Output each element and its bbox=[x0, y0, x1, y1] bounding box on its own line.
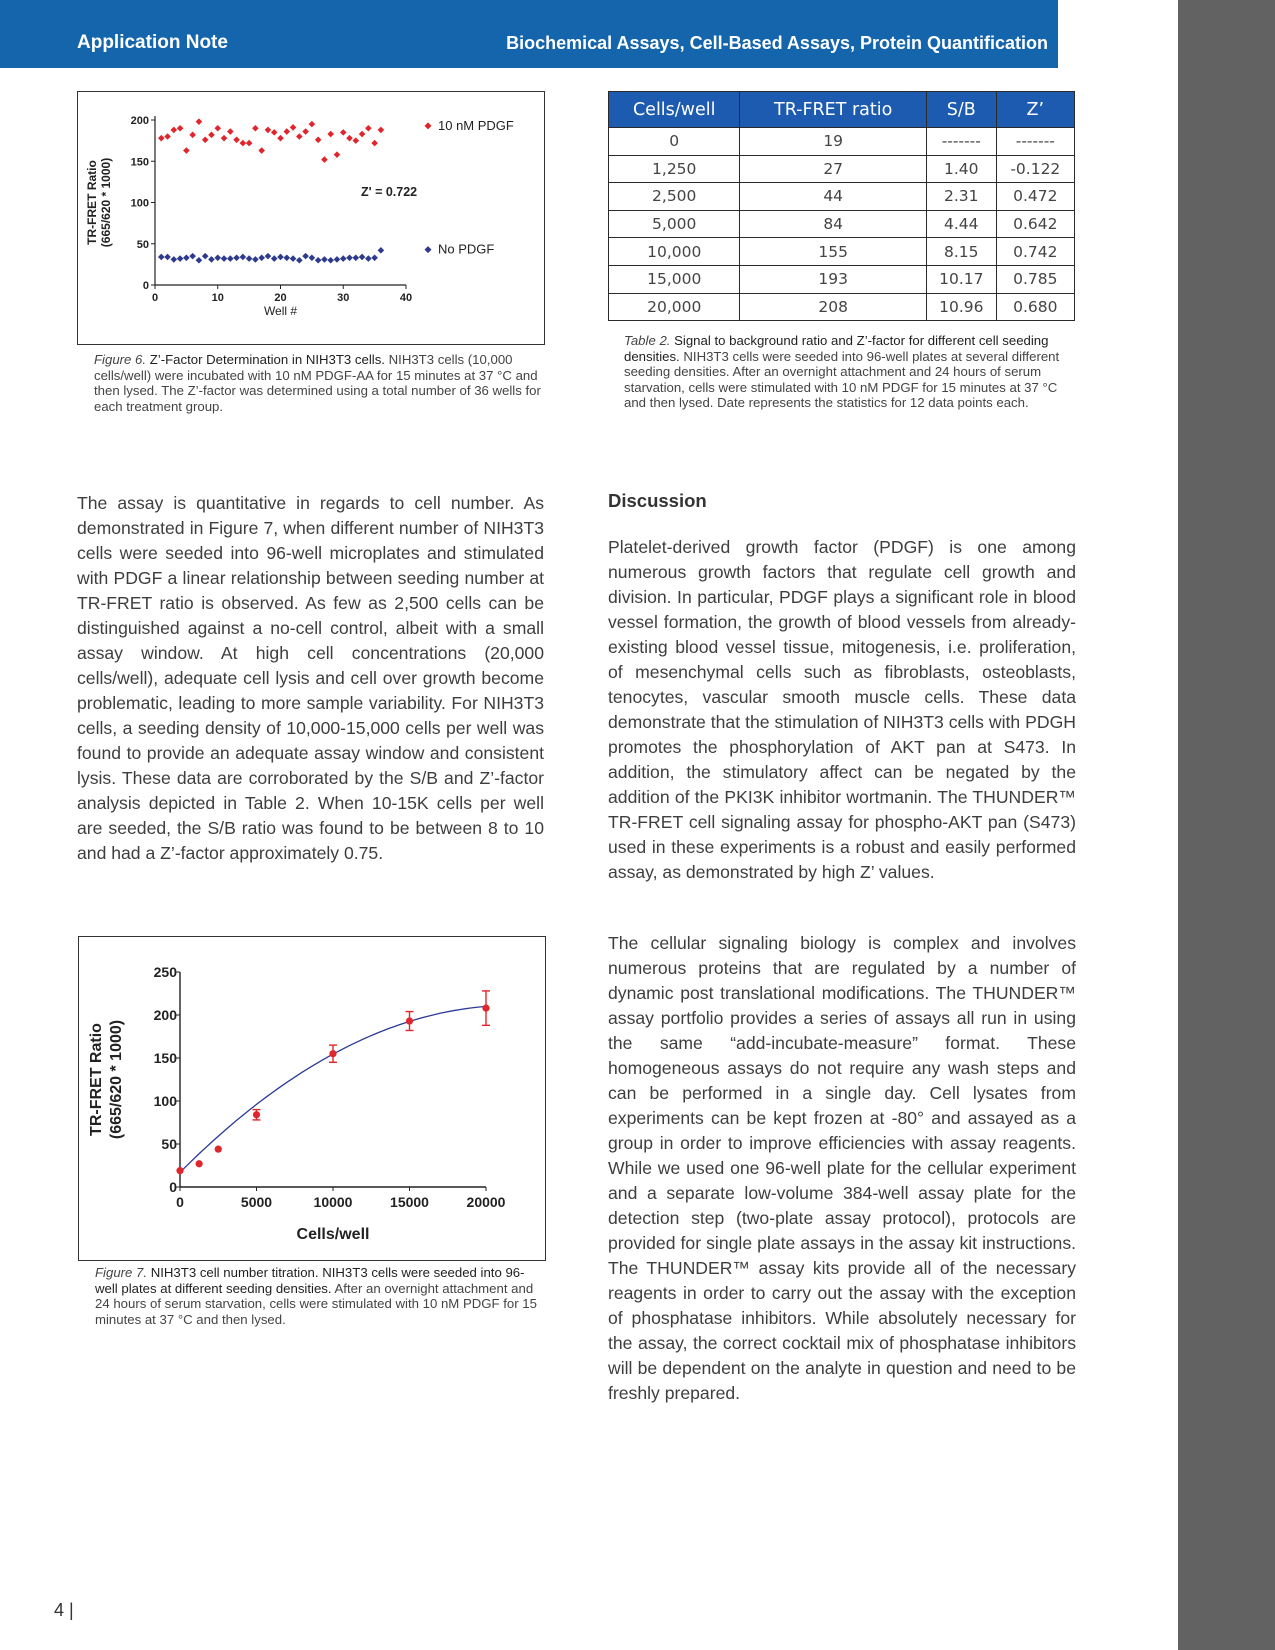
caption-title: Signal to background ratio and Z’-factor for different cell seeding densities. bbox=[624, 333, 1049, 364]
data-point bbox=[214, 254, 221, 261]
data-point bbox=[315, 257, 322, 264]
data-point bbox=[321, 156, 328, 163]
data-point bbox=[315, 137, 322, 144]
table-row bbox=[609, 155, 1075, 183]
figure-7-chart bbox=[79, 937, 545, 1260]
table-header-cell: Cells/well bbox=[609, 92, 740, 128]
body-paragraph-cell-number: The assay is quantitative in regards to cell number. As demonstrated in Figure 7, when different number of NIH3T3 cells were seeded into 96-well microplates and stimulated with PDGF a linear relationship between seeding number at TR-FRET ratio is observed. As few as 2,500 cells can be distinguished against a no-cell control, albeit with a small assay window. At high cell concentrations (20,000 cells/well), adequate cell lysis and cell over growth become problematic, leading to more sample variability. For NIH3T3 cells, a seeding density of 10,000-15,000 cells per well was found to provide an adequate assay window and consistent lysis. These data are corroborated by the S/B and Z’-factor analysis depicted in Table 2. When 10-15K cells per well are seeded, the S/B ratio was found to be between 8 to 10 and had a Z’-factor approximately 0.75. bbox=[77, 493, 544, 863]
data-point bbox=[327, 131, 334, 138]
table-cell: 20,000 bbox=[609, 293, 740, 321]
table-cell: 10.96 bbox=[926, 293, 996, 321]
x-tick-label: 20000 bbox=[466, 1194, 506, 1210]
data-point bbox=[158, 135, 165, 142]
y-tick-label: 150 bbox=[153, 1050, 177, 1066]
data-point bbox=[271, 255, 278, 262]
data-point bbox=[233, 254, 240, 261]
y-tick-label: 200 bbox=[130, 115, 149, 127]
table-header-row bbox=[609, 92, 1075, 128]
data-point bbox=[189, 132, 196, 139]
table-cell: 0.742 bbox=[996, 238, 1074, 266]
y-tick-label: 0 bbox=[169, 1179, 177, 1195]
table-2 bbox=[608, 91, 1075, 321]
caption-text: NIH3T3 cells (10,000 cells/well) were incubated with 10 nM PDGF-AA for 15 minutes at 37 °C and then lysed. The Z’-factor was determined using a total number of 36 wells for each treatment group. bbox=[94, 352, 541, 414]
table-cell: ------- bbox=[996, 128, 1074, 156]
data-point bbox=[183, 254, 190, 261]
x-tick-label: 40 bbox=[399, 292, 413, 304]
y-axis-label: TR-FRET Ratio bbox=[88, 1023, 105, 1136]
data-point bbox=[283, 254, 290, 261]
table-cell: 15,000 bbox=[609, 265, 740, 293]
data-point bbox=[365, 125, 372, 132]
data-point bbox=[329, 1050, 336, 1057]
data-point bbox=[258, 147, 265, 154]
data-point bbox=[371, 254, 378, 261]
legend-marker bbox=[425, 246, 432, 253]
y-axis-label: (665/620 * 1000) bbox=[99, 157, 113, 248]
table-cell: 0.472 bbox=[996, 183, 1074, 211]
legend-label: No PDGF bbox=[438, 241, 495, 257]
y-axis-label: TR-FRET Ratio bbox=[85, 160, 99, 245]
data-point bbox=[227, 128, 234, 135]
x-tick-label: 15000 bbox=[390, 1194, 429, 1210]
table-row bbox=[609, 210, 1075, 238]
table-header-cell: TR-FRET ratio bbox=[740, 92, 926, 128]
caption-text: NIH3T3 cells were seeded into 96-well plates at several different seeding densities. After an overnight attachment and 24 hours of serum starvation, cells were stimulated with 10 nM PDGF for 15 minutes at 37 °C and then lysed. Date represents the statistics for 12 data points each. bbox=[624, 348, 1060, 411]
data-point bbox=[171, 256, 178, 263]
data-point bbox=[196, 1160, 203, 1167]
caption-text: After an overnight attachment and 24 hours of serum starvation, cells were stimulated with 10 nM PDGF for 15 minutes at 37 °C and then lysed. bbox=[95, 1280, 537, 1327]
data-point bbox=[353, 137, 360, 144]
data-point bbox=[309, 121, 316, 128]
data-point bbox=[296, 257, 303, 264]
header-categories: Biochemical Assays, Cell-Based Assays, Protein Quantification bbox=[506, 33, 1048, 53]
discussion-heading: Discussion bbox=[608, 490, 707, 511]
data-point bbox=[378, 247, 385, 254]
data-point bbox=[371, 140, 378, 147]
data-point bbox=[252, 256, 259, 263]
data-point bbox=[176, 1167, 183, 1174]
table-cell: 27 bbox=[740, 155, 926, 183]
x-axis-label: Cells/well bbox=[296, 1226, 370, 1243]
data-point bbox=[221, 255, 228, 262]
data-point bbox=[202, 253, 209, 260]
data-point bbox=[240, 254, 247, 261]
data-point bbox=[340, 255, 347, 262]
data-point bbox=[265, 253, 272, 260]
data-point bbox=[253, 1111, 260, 1118]
right-sidebar bbox=[1178, 0, 1275, 1650]
data-point bbox=[302, 253, 309, 260]
data-point bbox=[302, 128, 309, 135]
data-point bbox=[214, 125, 221, 132]
table-cell: 208 bbox=[740, 293, 926, 321]
data-point bbox=[340, 129, 347, 136]
table-cell: 2.31 bbox=[926, 183, 996, 211]
data-point bbox=[171, 127, 178, 134]
figure-7-box bbox=[78, 936, 546, 1261]
header-title: Application Note bbox=[77, 32, 228, 53]
data-point bbox=[406, 1017, 413, 1024]
table-2-caption bbox=[624, 333, 1064, 411]
y-tick-label: 50 bbox=[136, 238, 149, 251]
data-point bbox=[189, 253, 196, 260]
data-point bbox=[196, 118, 203, 125]
data-point bbox=[346, 135, 353, 142]
data-point bbox=[296, 133, 303, 140]
table-cell: 155 bbox=[740, 238, 926, 266]
data-point bbox=[258, 254, 265, 261]
x-tick-label: 5000 bbox=[240, 1194, 273, 1210]
table-cell: -0.122 bbox=[996, 155, 1074, 183]
data-point bbox=[177, 125, 184, 132]
data-point bbox=[196, 257, 203, 264]
data-point bbox=[164, 133, 171, 140]
data-point bbox=[327, 257, 334, 264]
data-point bbox=[221, 135, 228, 142]
x-tick-label: 0 bbox=[176, 1194, 184, 1210]
data-point bbox=[283, 128, 290, 135]
y-tick-label: 100 bbox=[153, 1093, 177, 1109]
discussion-paragraph-1: Platelet-derived growth factor (PDGF) is one among numerous growth factors that regulate cell growth and division. In particular, PDGF plays a significant role in blood vessel formation, the growth of blood vessels from already-existing blood vessel tissue, mitogenesis, i.e. proliferation, of mesenchymal cells such as fibroblasts, osteoblasts, tenocytes, vascular smooth muscle cells. These data demonstrate that the stimulation of NIH3T3 cells with PDGH promotes the phosphorylation of AKT pan at S473. In addition, the stimulatory affect can be negated by the addition of the PKI3K inhibitor wortmanin. The THUNDER™ TR-FRET cell signaling assay for phospho-AKT pan (S473) used in these experiments is a robust and easily performed assay, as demonstrated by high Z’ values. bbox=[608, 537, 1076, 882]
data-point bbox=[365, 255, 372, 262]
table-cell: 2,500 bbox=[609, 183, 740, 211]
y-tick-label: 150 bbox=[130, 156, 149, 169]
table-cell: 5,000 bbox=[609, 210, 740, 238]
data-point bbox=[246, 140, 253, 147]
table-cell: ------- bbox=[926, 128, 996, 156]
table-header-cell: Z’ bbox=[996, 92, 1074, 128]
table-cell: 0 bbox=[609, 128, 740, 156]
data-point bbox=[482, 1005, 489, 1012]
figure-6-chart bbox=[78, 92, 544, 344]
data-point bbox=[215, 1146, 222, 1153]
table-row bbox=[609, 128, 1075, 156]
data-point bbox=[334, 256, 341, 263]
data-point bbox=[208, 132, 215, 139]
page-number: 4 | bbox=[54, 1600, 74, 1620]
table-cell: 10,000 bbox=[609, 238, 740, 266]
table-row bbox=[609, 183, 1075, 211]
caption-title: NIH3T3 cell number titration. NIH3T3 cells were seeded into 96-well plates at different seeding densities. bbox=[95, 1265, 525, 1296]
table-cell: 193 bbox=[740, 265, 926, 293]
data-point bbox=[164, 254, 171, 261]
data-point bbox=[252, 125, 259, 132]
data-point bbox=[359, 254, 366, 261]
table-cell: 0.642 bbox=[996, 210, 1074, 238]
data-point bbox=[334, 151, 341, 158]
y-tick-label: 250 bbox=[153, 964, 177, 980]
x-tick-label: 20 bbox=[274, 292, 287, 304]
data-point bbox=[277, 254, 284, 261]
y-tick-label: 50 bbox=[161, 1136, 177, 1152]
table-cell: 1,250 bbox=[609, 155, 740, 183]
x-tick-label: 10 bbox=[211, 292, 224, 304]
fit-curve bbox=[180, 1006, 486, 1172]
data-point bbox=[265, 127, 272, 134]
data-point bbox=[177, 255, 184, 262]
table-header-cell: S/B bbox=[926, 92, 996, 128]
table-cell: 19 bbox=[740, 128, 926, 156]
data-point bbox=[227, 255, 234, 262]
table-cell: 84 bbox=[740, 210, 926, 238]
legend-marker bbox=[425, 122, 432, 129]
table-row bbox=[609, 238, 1075, 266]
x-tick-label: 10000 bbox=[313, 1194, 353, 1210]
caption-label: Table 2. bbox=[624, 333, 671, 348]
page-header bbox=[0, 0, 1058, 68]
table-row bbox=[609, 265, 1075, 293]
x-axis-label: Well # bbox=[263, 304, 298, 318]
data-point bbox=[158, 254, 165, 261]
table-cell: 8.15 bbox=[926, 238, 996, 266]
y-axis-label: (665/620 * 1000) bbox=[108, 1019, 125, 1140]
z-factor-annotation: Z' = 0.722 bbox=[361, 185, 418, 199]
data-point bbox=[346, 254, 353, 261]
table-cell: 0.785 bbox=[996, 265, 1074, 293]
data-point bbox=[208, 256, 215, 263]
data-point bbox=[271, 129, 278, 136]
table-cell: 1.40 bbox=[926, 155, 996, 183]
data-point bbox=[290, 255, 297, 262]
caption-label: Figure 6. bbox=[94, 352, 147, 367]
figure-7-caption bbox=[95, 1265, 547, 1327]
legend-label: 10 nM PDGF bbox=[438, 117, 514, 133]
data-point bbox=[202, 137, 209, 144]
caption-title: Z’-Factor Determination in NIH3T3 cells. bbox=[149, 352, 385, 367]
discussion-paragraph-2: The cellular signaling biology is complex and involves numerous proteins that are regulated by a number of dynamic post translational modifications. The THUNDER™ assay portfolio provides a series of assays all run in using the same “add-incubate-measure” format. These homogeneous assays do not require any wash steps and can be performed in a single day. Cell lysates from experiments can be kept frozen at -80° and assayed as a group in order to improve efficiencies with assay reagents. While we used one 96-well plate for the cellular experiment and a separate low-volume 384-well assay plate for the detection step (two-plate assay protocol), protocols are provided for single plate assays in the assay kit instructions. The THUNDER™ assay kits provide all of the necessary reagents in order to carry out the assay with the exception of phosphatase inhibitors. While absolutely necessary for the assay, the correct cocktail mix of phosphatase inhibitors will be dependent on the analyte in question and need to be freshly prepared. bbox=[608, 933, 1076, 1403]
data-point bbox=[378, 127, 385, 134]
figure-6-caption bbox=[94, 352, 546, 414]
data-point bbox=[309, 254, 316, 261]
table-cell: 0.680 bbox=[996, 293, 1074, 321]
data-point bbox=[290, 124, 297, 131]
table-cell: 44 bbox=[740, 183, 926, 211]
table-cell: 4.44 bbox=[926, 210, 996, 238]
data-point bbox=[359, 131, 366, 138]
figure-6-box bbox=[77, 91, 545, 345]
y-tick-label: 100 bbox=[130, 197, 149, 210]
data-point bbox=[321, 256, 328, 263]
data-point bbox=[233, 137, 240, 144]
data-point bbox=[240, 140, 247, 147]
data-point bbox=[183, 147, 190, 154]
caption-label: Figure 7. bbox=[95, 1265, 148, 1280]
table-cell: 10.17 bbox=[926, 265, 996, 293]
y-tick-label: 0 bbox=[142, 280, 149, 292]
x-tick-label: 30 bbox=[337, 292, 350, 304]
data-point bbox=[277, 135, 284, 142]
data-point bbox=[353, 254, 360, 261]
x-tick-label: 0 bbox=[151, 292, 159, 304]
data-point bbox=[246, 255, 253, 262]
table-row bbox=[609, 293, 1075, 321]
y-tick-label: 200 bbox=[153, 1007, 177, 1023]
